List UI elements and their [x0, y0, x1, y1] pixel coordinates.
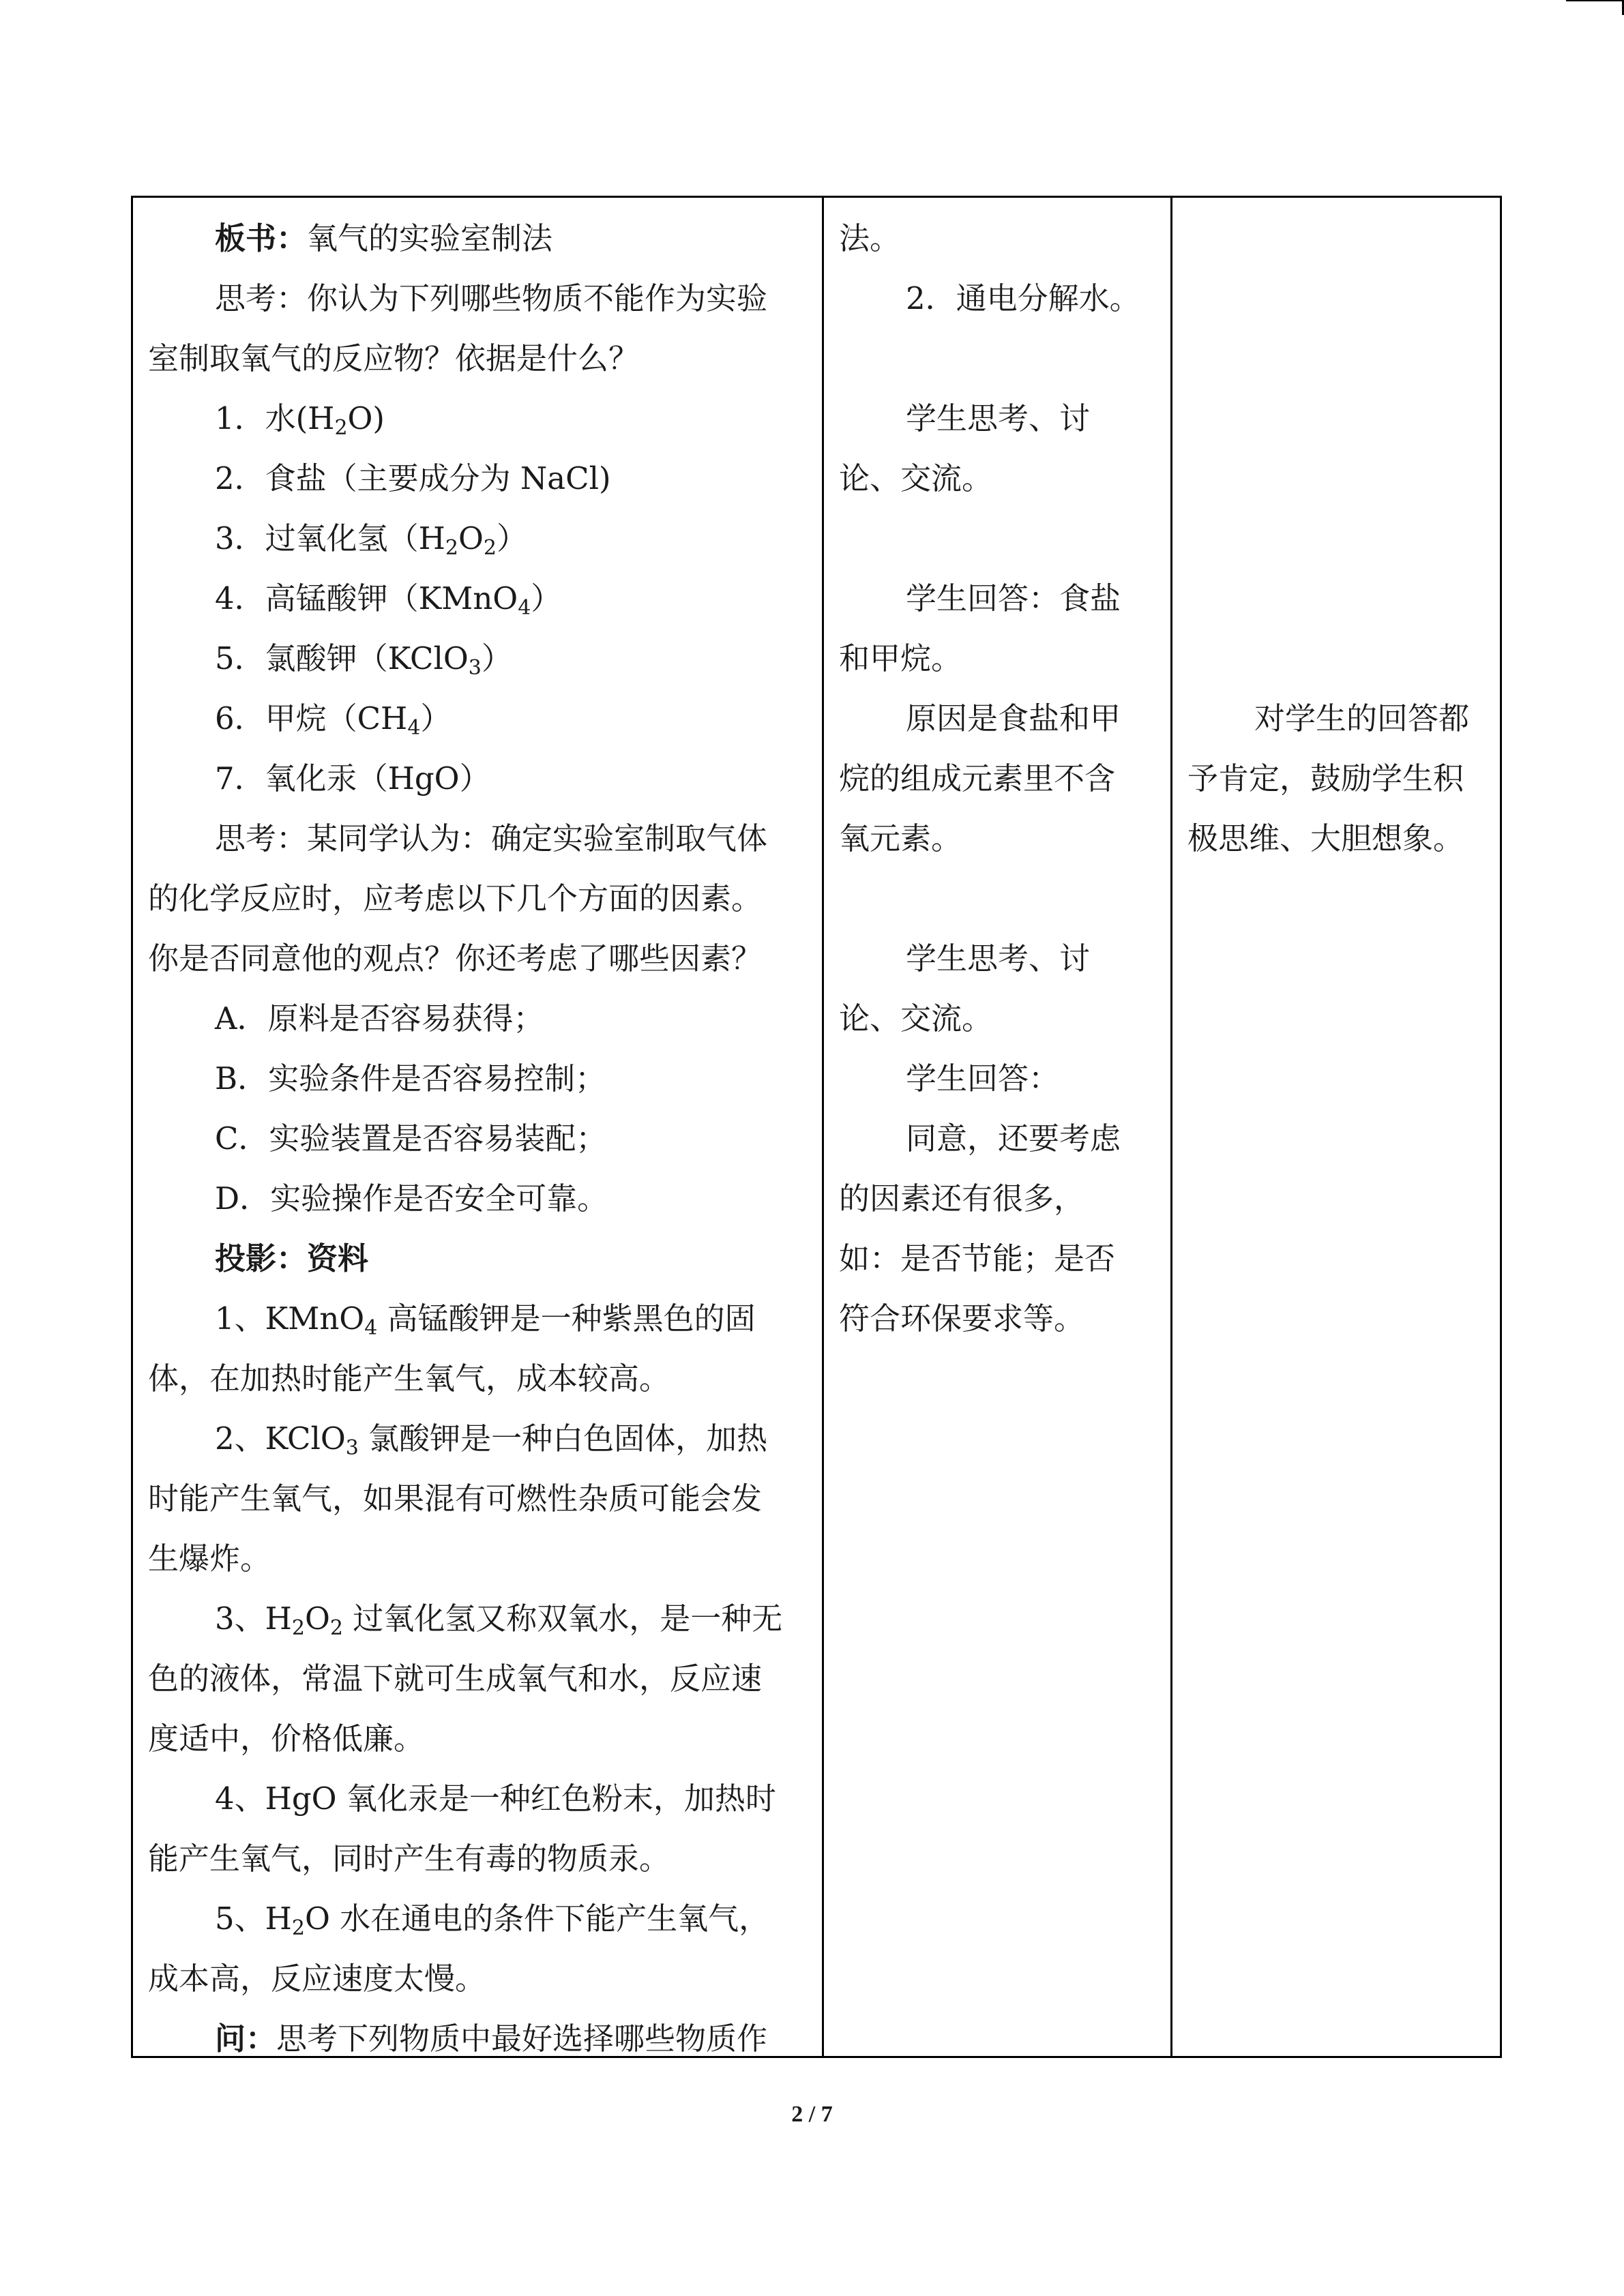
blackboard-title: 氧气的实验室制法 [307, 220, 553, 256]
table-border-top [131, 196, 1502, 198]
col2-line-6: 和甲烷。 [839, 640, 962, 676]
col1-line-6: 3．过氧化氢$(H_2O_2)$ [215, 520, 527, 560]
col3-line-1: 对学生的回答都 [1254, 700, 1470, 736]
col2-line-5: 学生回答：食盐 [906, 580, 1121, 616]
col1-line-19: 1、KMnO$_4$ 高锰酸钾是一种紫黑色的固 [215, 1300, 756, 1340]
col1-line-4: 1．水$(H_2O)$ [215, 400, 385, 440]
col1-line-29: 5、$H_2O$ 水在通电的条件下能产生氧气， [215, 1900, 770, 1940]
col3-line-2: 予肯定，鼓励学生积 [1187, 760, 1464, 796]
col1-line-31: 问：思考下列物质中最好选择哪些物质作 [215, 2021, 768, 2057]
col2-line-12: 学生回答： [906, 1060, 1060, 1097]
col1-line-24: 3、$H_2O_2$ 过氧化氢又称双氧水，是一种无 [215, 1600, 783, 1640]
page-edge-top [1566, 0, 1624, 1]
col2-line-9: 氧元素。 [839, 820, 962, 856]
col2-line-4: 论、交流。 [839, 460, 993, 496]
col1-line-8: 5．氯酸钾（KClO$_3$） [215, 640, 512, 680]
col1-line-12: 的化学反应时，应考虑以下几个方面的因素。 [148, 880, 763, 916]
col2-line-14: 的因素还有很多， [839, 1180, 1085, 1217]
col1-line-13: 你是否同意他的观点？你还考虑了哪些因素？ [148, 940, 763, 976]
col2-line-10: 学生思考、讨 [906, 940, 1091, 976]
col1-line-16: C．实验装置是否容易装配； [215, 1120, 607, 1157]
col2-line-13: 同意，还要考虑 [906, 1120, 1121, 1157]
col1-line-25: 色的液体，常温下就可生成氧气和水，反应速 [148, 1660, 763, 1697]
question-label: 问： [215, 2021, 277, 2057]
col1-line-28: 能产生氧气，同时产生有毒的物质汞。 [148, 1840, 670, 1877]
col2-line-3: 学生思考、讨 [906, 400, 1091, 436]
col1-line-10: 7．氧化汞（HgO） [215, 760, 490, 796]
col1-line-2: 思考：你认为下列哪些物质不能作为实验 [215, 280, 768, 316]
page-number: 2 / 7 [791, 2102, 833, 2127]
col1-line-14: A．原料是否容易获得； [215, 1000, 544, 1037]
blackboard-label: 板书： [215, 220, 308, 256]
col1-line-30: 成本高，反应速度太慢。 [148, 1960, 486, 1997]
col1-line-22: 时能产生氧气，如果混有可燃性杂质可能会发 [148, 1480, 763, 1517]
table-border-right [1500, 196, 1502, 2058]
col1-line-9: 6．甲烷$(CH_4)$ [215, 700, 452, 740]
col2-line-8: 烷的组成元素里不含 [839, 760, 1116, 796]
table-border-left [131, 196, 133, 2058]
col2-line-11: 论、交流。 [839, 1000, 993, 1037]
col1-line-21: 2、KClO$_3$ 氯酸钾是一种白色固体，加热 [215, 1420, 768, 1460]
col1-line-1 [148, 218, 552, 259]
col1-line-23: 生爆炸。 [148, 1540, 271, 1577]
table-divider-1 [822, 196, 824, 2058]
col2-line-7: 原因是食盐和甲 [906, 700, 1121, 736]
col1-line-11: 思考：某同学认为：确定实验室制取气体 [215, 820, 768, 856]
col1-line-26: 度适中，价格低廉。 [148, 1720, 425, 1757]
col2-line-1: 法。 [839, 220, 901, 256]
col2-line-15: 如：是否节能；是否 [839, 1240, 1116, 1277]
col1-line-20: 体，在加热时能产生氧气，成本较高。 [148, 1360, 670, 1397]
col2-line-2: 2．通电分解水。 [906, 280, 1140, 316]
col3-line-3: 极思维、大胆想象。 [1187, 820, 1464, 856]
table-divider-2 [1170, 196, 1172, 2058]
col1-line-5: 2．食盐（主要成分为 NaCl) [215, 460, 611, 496]
col1-line-3: 室制取氧气的反应物？依据是什么？ [148, 340, 640, 376]
col1-line-7: 4．高锰酸钾（KMnO$_4$） [215, 580, 562, 620]
col2-line-16: 符合环保要求等。 [839, 1300, 1085, 1337]
col1-line-27: 4、HgO 氧化汞是一种红色粉末，加热时 [215, 1780, 776, 1817]
projection-heading: 投影：资料 [215, 1240, 369, 1277]
col1-line-17: D．实验操作是否安全可靠。 [215, 1180, 608, 1217]
col1-line-15: B．实验条件是否容易控制； [215, 1060, 606, 1097]
